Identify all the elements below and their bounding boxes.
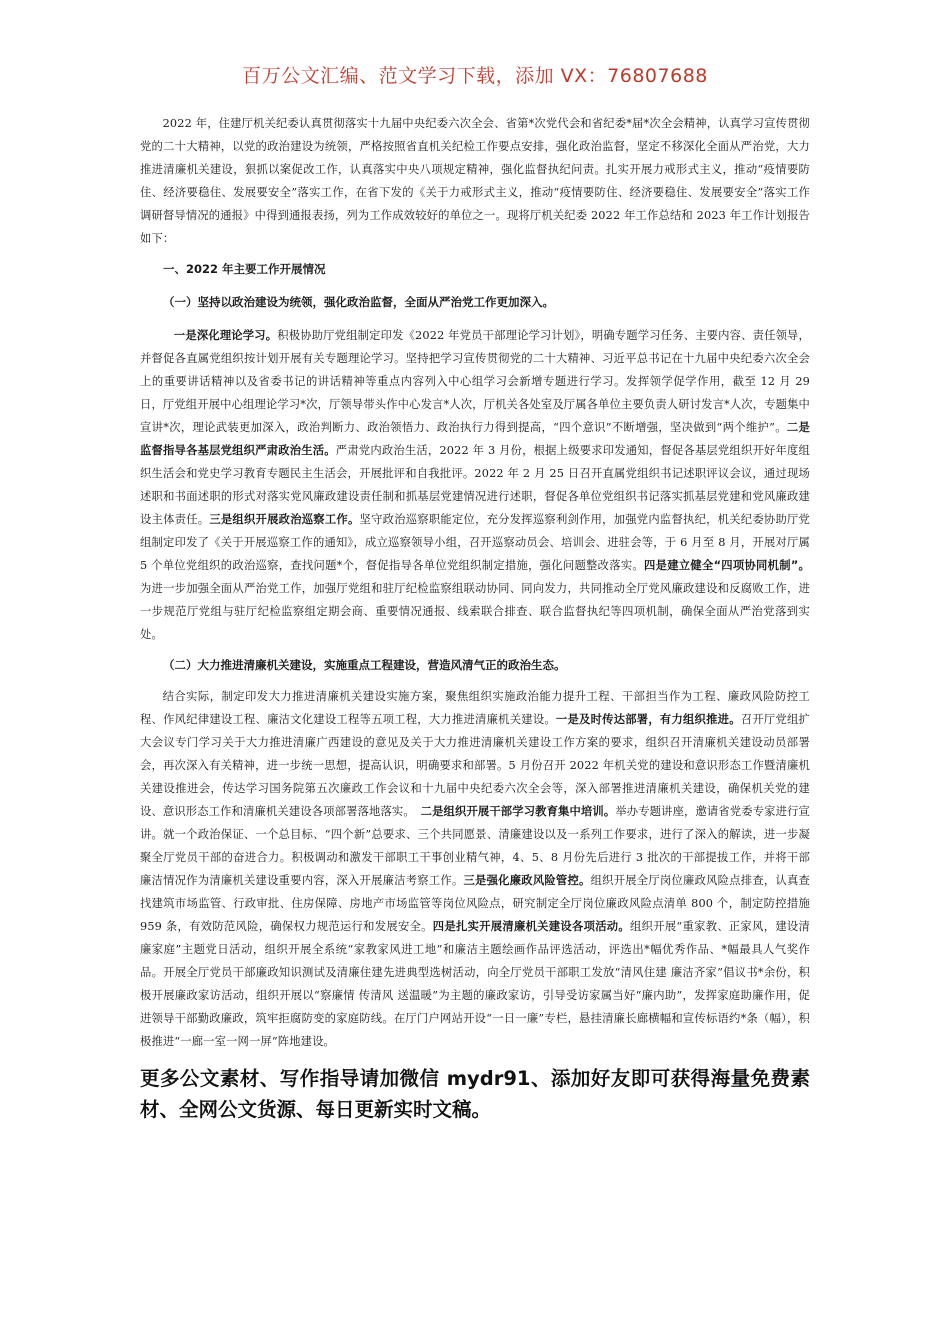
sub2-point-4-lead: 四是扎实开展清廉机关建设各项活动。 (432, 920, 631, 933)
point-4-lead: 四是建立健全“四项协同机制”。 (644, 559, 810, 572)
sub2-point-2-lead: 二是组织开展干部学习教育集中培训。 (420, 805, 616, 818)
sub2-point-1-text: 召开厅党组扩大会议专门学习关于大力推进清廉广西建设的意见及关于大力推进清廉机关建设工作方案的要求，组织召开清廉机关建设动员部署会，再次深入有关精神，进一步统一思想，提高认识，明确要求和部署。5 月份召开 2022 年机关党的建设和意识形态工作暨清廉机关建设推进会，传达学习国务院第五次廉政工作会议和十九届中央纪委六次全会等，深入部署推进清廉机关建设，确保机关党的建设、意识形态工作和清廉机关建设各项部署落地落实。 (140, 713, 810, 818)
intro-paragraph: 2022 年，住建厅机关纪委认真贯彻落实十九届中央纪委六次全会、省第*次党代会和省纪委*届*次全会精神，认真学习宣传贯彻党的二十大精神，以党的政治建设为统领，严格按照省直机关纪检工作要点安排，强化政治监督，坚定不移深化全面从严治党，大力推进清廉机关建设，狠抓以案促改工作，认真落实中央八项规定精神，强化监督执纪问责。扎实开展力戒形式主义，推动“疫情要防住、经济要稳住、发展要安全”落实工作，在省下发的《关于力戒形式主义，推动“疫情要防住、经济要稳住、发展要安全”落实工作调研督导情况的通报》中得到通报表扬，列为工作成效较好的单位之一。现将厅机关纪委 2022 年工作总结和 2023 年工作计划报告如下： (140, 117, 810, 245)
point-2-text: 严肃党内政治生活，2022 年 3 月份，根据上级要求印发通知，督促各基层党组织开好年度组织生活会和党史学习教育专题民主生活会，开展批评和自我批评。2022 年 2 月 25 日召开直属党组织书记述职评议会议，通过现场述职和书面述职的形式对落实党风廉政建设责任制和抓基层党建情况进行述职，督促各单位党组织书记落实抓基层党建和党风廉政建设主体责任。 (140, 444, 810, 526)
subsection-heading-2: （二）大力推进清廉机关建设，实施重点工程建设，营造风清气正的政治生态。 (163, 658, 566, 672)
subsection-2-paragraph (140, 685, 810, 1053)
subsection-1-paragraph (140, 324, 810, 646)
point-3-text: 坚守政治巡察职能定位，充分发挥巡察利剑作用，加强党内监督执纪，机关纪委协助厅党组制定印发了《关于开展巡察工作的通知》，成立巡察领导小组，召开巡察动员会、培训会、进驻会等，于 6 月至 8 月，开展对厅属 5 个单位党组织的政治巡察，查找问题*个，督促指导各单位党组织制定措施，强化问题整改落实。 (140, 513, 811, 572)
sub2-point-3-lead: 三是强化廉政风险管控。 (463, 874, 591, 887)
top-banner: 百万公文汇编、范文学习下载，添加 VX：76807688 (242, 65, 708, 87)
subsection-heading-1: （一）坚持以政治建设为统领，强化政治监督，全面从严治党工作更加深入。 (163, 295, 554, 309)
point-1-text: 积极协助厅党组制定印发《2022 年党员干部理论学习计划》，明确专题学习任务、主要内容、责任领导，并督促各直属党组织按计划开展有关专题理论学习。坚持把学习宣传贯彻党的二十大精神、习近平总书记在十九届中央纪委六次全会上的重要讲话精神以及省委书记的讲话精神等重点内容列入中心组学习会新增专题进行学习。发挥领学促学作用，截至 12 月 29 日，厅党组开展中心组理论学习*次，厅领导带头作中心发言*人次，厅机关各处室及厅属各单位主要负责人研讨发言*人次，专题集中宣讲*次，理论武装更加深入，政治判断力、政治领悟力、政治执行力得到提高，“四个意识”不断增强，坚决做到“两个维护”。 (140, 329, 810, 434)
sub2-point-2-text: 举办专题讲座，邀请省党委专家进行宣讲。就一个政治保证、一个总目标、“四个新”总要求、三个共同愿景、清廉建设以及一系列工作要求，进行了深入的解读，进一步凝聚全厅党员干部的奋进合力。积极调动和激发干部职工干事创业精气神，4、5、8 月份先后进行 3 批次的干部提拔工作，并将干部廉洁情况作为清廉机关建设重要内容，深入开展廉洁考察工作。 (140, 805, 810, 887)
bottom-banner: 更多公文素材、写作指导请加微信 mydr91、添加好友即可获得海量免费素材、全网公文货源、每日更新实时文稿。 (140, 1067, 810, 1121)
sub2-point-3-text: 组织开展全厅岗位廉政风险点排查，认真查找建筑市场监管、行政审批、住房保障、房地产市场监管等岗位风险点，研究制定全厅岗位廉政风险点清单 800 个，制定防控措施 959 条，有效防范风险，确保权力规范运行和发展安全。 (140, 874, 811, 933)
sub2-point-1-lead: 一是及时传达部署，有力组织推进。 (555, 713, 741, 726)
sub2-point-4-text: 组织开展“重家教、正家风，建设清廉家庭”主题党日活动，组织开展全系统“家教家风进工地”和廉洁主题绘画作品评选活动，评选出*幅优秀作品、*幅最具人气奖作品。开展全厅党员干部廉政知识测试及清廉住建先进典型选树活动，向全厅党员干部职工发放“清风住建 廉洁齐家”倡议书*余份，积极开展廉政家访活动，组织开展以“察廉情 传清风 送温暖”为主题的廉政家访，引导受访家属当好“廉内助”，发挥家庭助廉作用，促进领导干部勤政廉政，筑牢拒腐防变的家庭防线。在厅门户网站开设“一日一廉”专栏，悬挂清廉长廊横幅和宣传标语约*条（幅），积极推进“一廊一室一网一屏”阵地建设。 (140, 920, 810, 1048)
point-3-lead: 三是组织开展政治巡察工作。 (209, 513, 360, 526)
point-1-lead: 一是深化理论学习。 (173, 329, 278, 342)
point-2-lead: 二是监督指导各基层党组织严肃政治生活。 (140, 421, 810, 457)
section-heading-1: 一、2022 年主要工作开展情况 (163, 262, 326, 276)
point-4-text: 为进一步加强全面从严治党工作，加强厅党组和驻厅纪检监察组联动协同、同向发力，共同推动全厅党风廉政建设和反腐败工作，进一步规范厅党组与驻厅纪检监察组定期会商、重要情况通报、线索联合排查、联合监督执纪等四项机制，确保全面从严治党落到实处。 (140, 582, 810, 641)
document-page (140, 60, 810, 1125)
sub2-intro-text: 结合实际，制定印发大力推进清廉机关建设实施方案，聚焦组织实施政治能力提升工程、干部担当作为工程、廉政风险防控工程、作风纪律建设工程、廉洁文化建设工程等五项工程，大力推进清廉机关建设。 (140, 690, 810, 726)
